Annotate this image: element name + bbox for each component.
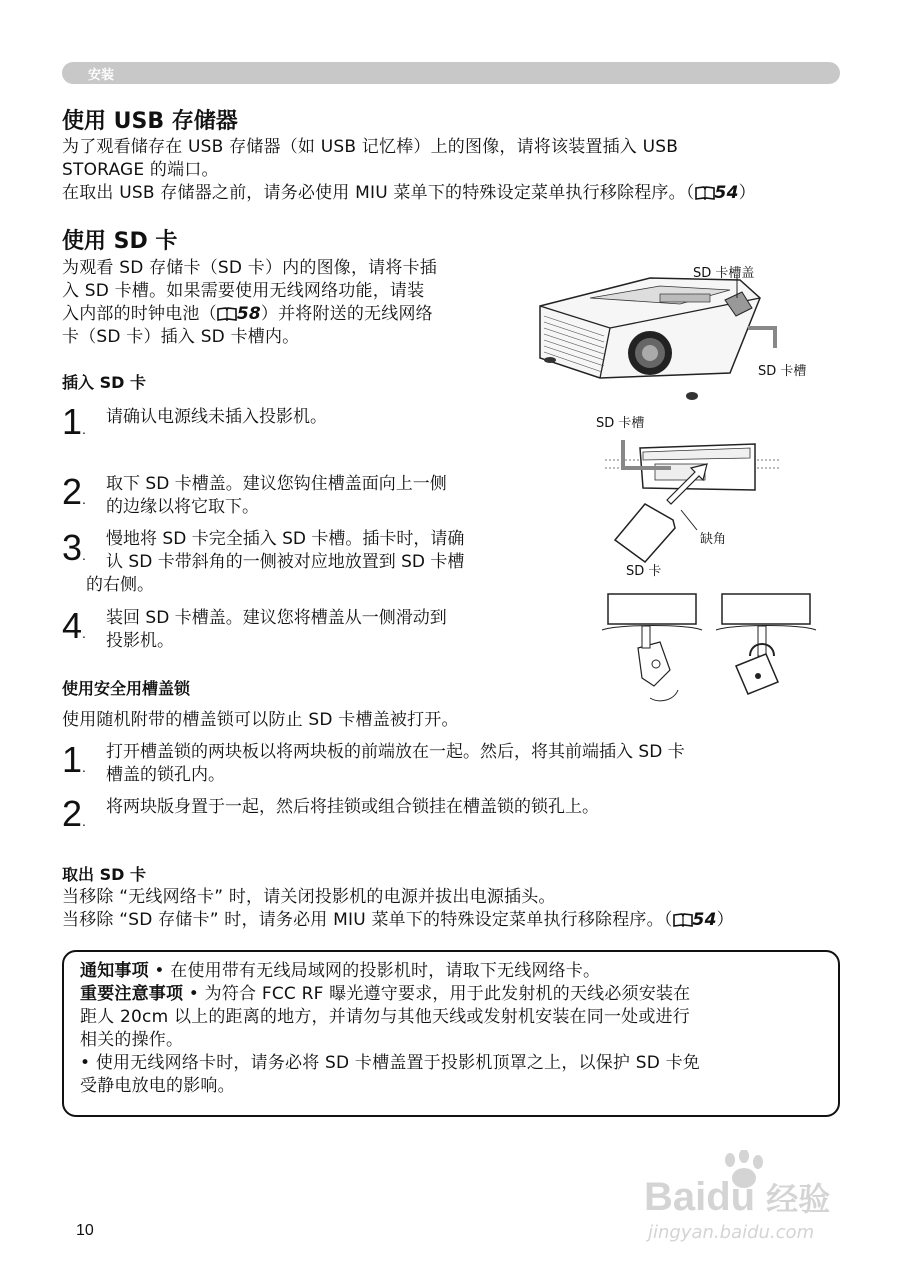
sd-slot-label: SD 卡槽 [758, 364, 807, 379]
watermark-cn: 经验 [766, 1181, 831, 1217]
step-number: 1 . [62, 742, 86, 785]
watermark-brand2: du [706, 1175, 756, 1219]
step-number: 4 . [62, 608, 86, 651]
step-number: 2 . [62, 796, 86, 839]
step-line: 打开槽盖锁的两块板以将两块板的前端放在一起。然后，将其前端插入 SD 卡 [106, 742, 685, 762]
notice-box [62, 950, 840, 1117]
step-line: 槽盖的锁孔内。 [106, 765, 225, 785]
step-line: 的右侧。 [86, 575, 154, 595]
notice-line1 [80, 960, 830, 983]
step-line: 取下 SD 卡槽盖。建议您钩住槽盖面向上一侧 [106, 474, 447, 494]
notice-content [80, 960, 830, 1098]
remove-line2 [62, 909, 852, 932]
step-line: 慢地将 SD 卡完全插入 SD 卡槽。插卡时，请确 [106, 529, 465, 549]
projector-illustration [530, 258, 830, 408]
book-icon [695, 184, 715, 198]
sd-intro-line2: 入 SD 卡槽。如果需要使用无线网络功能，请装 [62, 281, 425, 301]
notice-text3-line1: • 使用无线网络卡时，请务必将 SD 卡槽盖置于投影机顶罩之上，以保护 SD 卡免 [80, 1053, 701, 1073]
sd-slot-label-2: SD 卡槽 [596, 416, 645, 431]
notice-text2-line3: 相关的操作。 [80, 1030, 184, 1050]
sd-intro-l3b: ）并将附送的无线网络 [260, 304, 433, 324]
remove-line1: 当移除 “无线网络卡” 时，请关闭投影机的电源并拔出电源插头。 [62, 887, 556, 907]
lock-intro: 使用随机附带的槽盖锁可以防止 SD 卡槽盖被打开。 [62, 710, 459, 730]
important-label: 重要注意事项 [80, 984, 184, 1004]
book-icon [217, 305, 237, 319]
usb-paragraph [62, 136, 852, 205]
notice-text1: • 在使用带有无线局域网的投影机时，请取下无线网络卡。 [154, 961, 601, 981]
step-number: 1 . [62, 404, 86, 447]
insert-step-3 [106, 528, 546, 574]
usb-heading: 使用 USB 存储器 [62, 109, 238, 134]
insert-heading: 插入 SD 卡 [62, 373, 146, 392]
lock-illustration [598, 590, 828, 710]
usb-p2-text: 在取出 USB 存储器之前，请务必使用 MIU 菜单下的特殊设定菜单执行移除程序。（ [62, 183, 695, 203]
notice-text2-line2: 距人 20cm 以上的距离的地方，并请勿与其他天线或发射机安装在同一处或进行 [80, 1007, 690, 1027]
remove-heading: 取出 SD 卡 [62, 865, 146, 884]
notch-label: 缺角 [700, 532, 727, 547]
remove-line2-text: 当移除 “SD 存储卡” 时，请务必用 MIU 菜单下的特殊设定菜单执行移除程序。（ [62, 910, 673, 930]
sd-intro-line3 [62, 303, 532, 326]
sd-intro-l3a: 入内部的时钟电池（ [62, 304, 217, 324]
notice-text2: • 为符合 FCC RF 曝光遵守要求，用于此发射机的天线必须安装在 [183, 984, 691, 1004]
insert-step-4 [106, 607, 536, 653]
usb-page-ref[interactable]: 54 [714, 183, 739, 203]
watermark-url: jingyan.baidu.com [648, 1222, 815, 1243]
sd-intro-line4: 卡（SD 卡）插入 SD 卡槽内。 [62, 327, 300, 347]
step-line: 装回 SD 卡槽盖。建议您将槽盖从一侧滑动到 [106, 608, 447, 628]
section-bar [62, 62, 840, 84]
remove-line2-end: ） [716, 910, 734, 930]
sd-cover-label: SD 卡槽盖 [693, 266, 755, 281]
usb-p2-end: ） [738, 183, 756, 203]
sd-intro [62, 257, 532, 349]
step-line: 将两块版身置于一起，然后将挂锁或组合锁挂在槽盖锁的锁孔上。 [106, 797, 599, 817]
lock-step-2 [106, 796, 846, 819]
sd-page-ref[interactable]: 58 [236, 304, 261, 324]
remove-paragraph [62, 886, 852, 932]
insert-step-2 [106, 473, 536, 519]
watermark-brand: Bai [644, 1175, 707, 1219]
sd-heading: 使用 SD 卡 [62, 229, 178, 254]
remove-page-ref[interactable]: 54 [692, 910, 717, 930]
usb-p2 [62, 182, 852, 205]
book-icon [673, 911, 693, 925]
step-number: 2 . [62, 474, 86, 517]
usb-p1-line2: STORAGE 的端口。 [62, 160, 219, 180]
step-line: 请确认电源线未插入投影机。 [106, 407, 327, 427]
lock-heading: 使用安全用槽盖锁 [62, 679, 191, 698]
usb-p1-line1: 为了观看储存在 USB 存储器（如 USB 记忆棒）上的图像，请将该装置插入 USB [62, 137, 679, 157]
insert-step-1 [106, 406, 536, 429]
sd-insert-illustration [595, 430, 835, 580]
notice-text3-line2: 受静电放电的影响。 [80, 1076, 235, 1096]
step-number: 3 . [62, 530, 86, 573]
baidu-watermark [640, 1150, 860, 1250]
step-line: 认 SD 卡带斜角的一侧被对应地放置到 SD 卡槽 [106, 552, 465, 572]
notice-line2 [80, 983, 830, 1006]
lock-step-1 [106, 741, 846, 787]
step-line: 的边缘以将它取下。 [106, 497, 259, 517]
section-title: 安装 [88, 68, 115, 83]
sd-intro-line1: 为观看 SD 存储卡（SD 卡）内的图像，请将卡插 [62, 258, 437, 278]
notice-label: 通知事项 [80, 961, 149, 981]
step-line: 投影机。 [106, 631, 174, 651]
page-number: 10 [76, 1222, 94, 1239]
sd-card-label: SD 卡 [626, 564, 662, 579]
